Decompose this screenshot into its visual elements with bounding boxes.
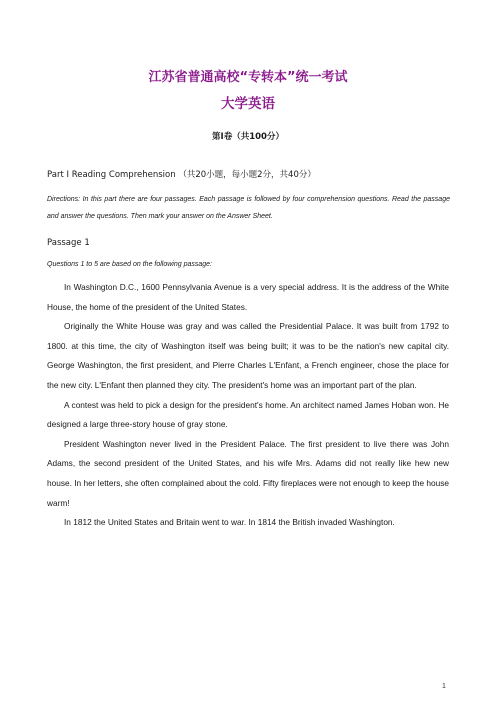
exam-title: 江苏省普通高校“专转本”统一考试 [148,70,348,85]
paragraph: In Washington D.C., 1600 Pennsylvania Avenue is a very special address. It is the address of the White House, the home of the president of the United States. [47,282,449,312]
passage-body [47,278,449,533]
questions-note: Questions 1 to 5 are based on the following passage: [47,261,212,268]
directions-text: Directions: In this part there are four passages. Each passage is followed by four comprehension questions. Read the passage and answer the questions. Then mark your answer on the Answer Sheet. [47,196,450,220]
section-heading: 第Ⅰ卷（共100分） [212,132,284,142]
part-heading [47,168,316,180]
paragraph: Originally the White House was gray and was called the Presidential Palace. It was built from 1792 to 1800. at this time, the city of Washington itself was being built; it was to be the nation's new capital city. George Washington, the first president, and Pierre Charles L'Enfant, a French engineer, chose the place for the new city. L'Enfant then planned they city. The president's home was an important part of the plan. [47,321,449,390]
page-number: 1 [442,683,446,690]
passage-label: Passage 1 [47,238,90,248]
part-title: Part I Reading Comprehension [47,170,176,180]
paragraph: A contest was held to pick a design for the president's home. An architect named James Hoban won. He designed a large three-story house of gray stone. [47,399,449,430]
paragraph: In 1812 the United States and Britain went to war. In 1814 the British invaded Washington. [64,517,395,528]
paragraph: President Washington never lived in the President Palace. The first president to live there was John Adams, the second president of the United States, and his wife Mrs. Adams did not really like hew new house. In her letters, she often complained about the cold. Fifty fireplaces were not enough to keep the house warm! [47,438,449,508]
part-scoring-note: （共20小题，每小题2分，共40分） [178,170,316,180]
exam-subject: 大学英语 [221,96,275,112]
